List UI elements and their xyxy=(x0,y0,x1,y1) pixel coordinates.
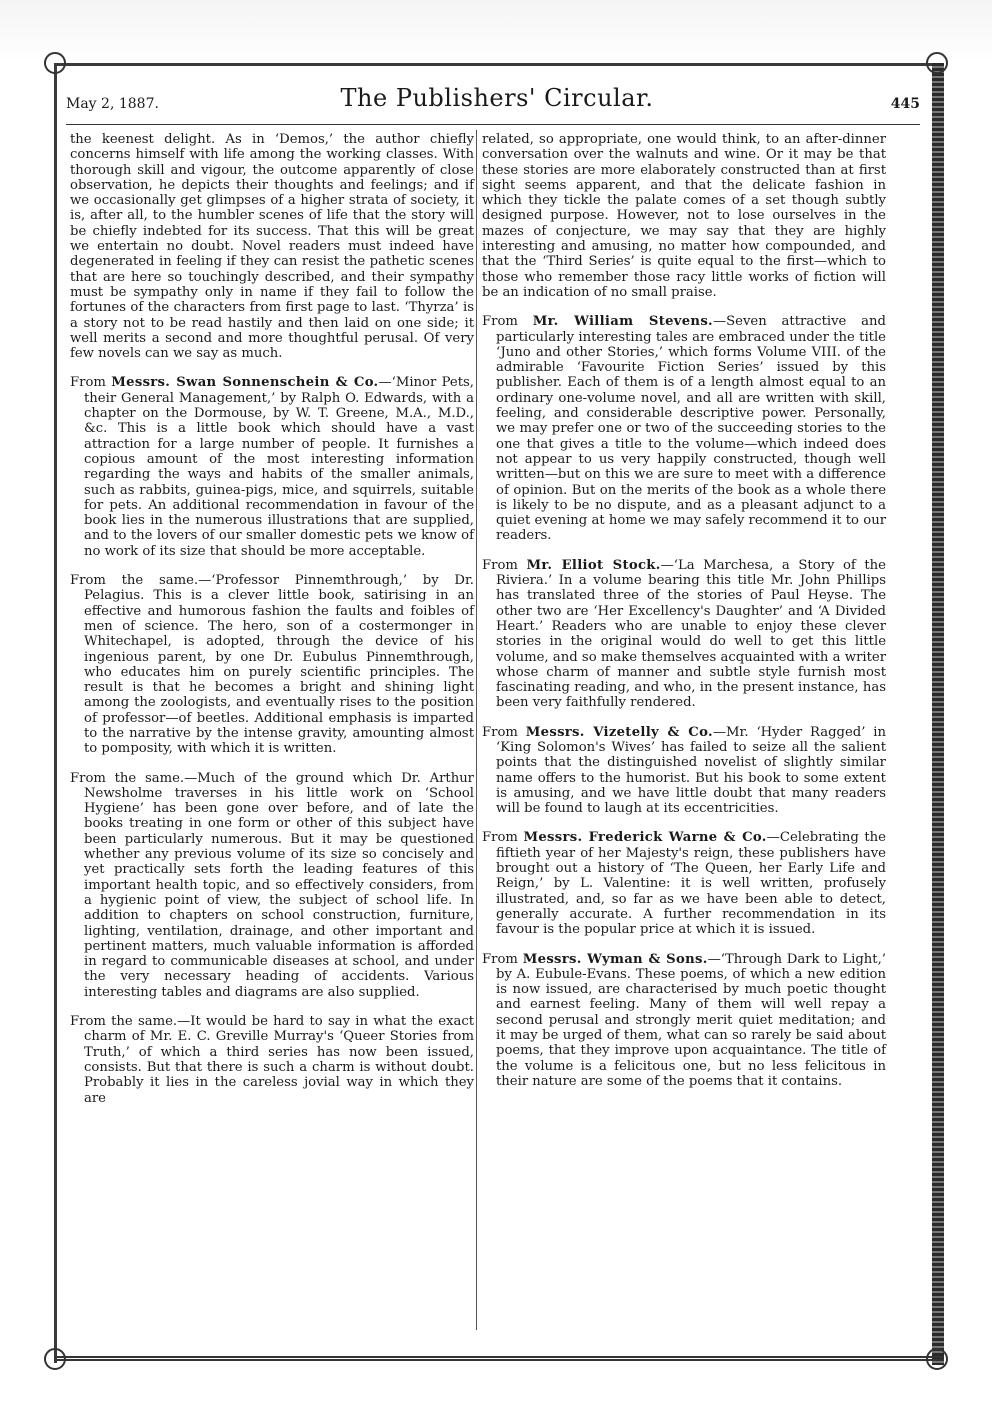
corner-ornament-bottom-right xyxy=(926,1348,948,1370)
publisher-name: Messrs. Wyman & Sons. xyxy=(522,951,708,967)
page-header xyxy=(66,70,928,118)
issue-date: May 2, 1887. xyxy=(66,96,159,112)
header-rule xyxy=(66,124,920,125)
review-paragraph: From the same.—It would be hard to say in what the exact charm of Mr. E. C. Greville Murray's ‘Queer Stories from Truth,’ of which a third series has now been issued, consists. But that there is such a charm is without doubt. Probably it lies in the careless jovial way in which they are xyxy=(70,1014,475,1106)
publisher-name: Messrs. Swan Sonnenschein & Co. xyxy=(111,375,379,391)
corner-ornament-bottom-left xyxy=(44,1348,66,1370)
page-number: 445 xyxy=(890,96,920,112)
publisher-name: Mr. Elliot Stock. xyxy=(526,557,661,573)
review-paragraph: related, so appropriate, one would think, to an after-dinner conversation over the walnuts and wine. Or it may be that these stories are more elaborately constructed than at first sight seems apparent, and that the delicate fashion in which they tickle the palate comes of a set though subtly designed purpose. However, not to lose ourselves in the mazes of conjecture, we may say that they are highly interesting and amusing, no matter how compounded, and that the ‘Third Series’ is quite equal to the first—which to those who remember those racy little works of fiction will be an indication of no small praise. xyxy=(482,132,886,300)
review-paragraph: From Mr. Elliot Stock.—‘La Marchesa, a Story of the Riviera.’ In a volume bearing this title Mr. John Phillips has translated three of the stories of Paul Heyse. The other two are ‘Her Excellency's Daughter’ and ‘A Divided Heart.’ Readers who are unable to enjoy these clever stories in the original would do well to get this little volume, and so make themselves acquainted with a writer whose charm of manner and subtle style furnish most fascinating reading, and who, in the present instance, has been very faithfully rendered. xyxy=(482,557,886,711)
review-paragraph: From the same.—‘Professor Pinnemthrough,’ by Dr. Pelagius. This is a clever little book, satirising in an effective and humorous fashion the faults and foibles of men of science. The hero, son of a costermonger in Whitechapel, is adopted, through the device of his ingenious parent, by one Dr. Eubulus Pinnemthrough, who educates him on purely scientific principles. The result is that he becomes a bright and shining light among the zoologists, and eventually rises to the position of professor—of beetles. Additional emphasis is imparted to the narrative by the intense gravity, amounting almost to pomposity, with which it is written. xyxy=(70,573,474,757)
frame-bottom-border xyxy=(54,1356,944,1361)
review-paragraph: From Messrs. Swan Sonnenschein & Co.—‘Minor Pets, their General Management,’ by Ralph O. Edwards, with a chapter on the Dormouse, by W. T. Greene, M.A., M.D., &c. This is a little book which should have a vast attraction for a large number of people. It furnishes a copious amount of the most interesting information regarding the ways and habits of the smaller animals, such as rabbits, guinea-pigs, mice, and squirrels, suitable for pets. An additional recommendation in favour of the book lies in the numerous illustrations that are supplied, and to the lovers of our smaller domestic pets we know of no work of its size that should be more acceptable. xyxy=(70,375,474,559)
corner-ornament-top-left xyxy=(44,52,66,74)
right-column xyxy=(482,132,886,1103)
publisher-name: Messrs. Frederick Warne & Co. xyxy=(523,830,767,846)
frame-right-border xyxy=(932,63,944,1365)
review-paragraph: From Messrs. Wyman & Sons.—‘Through Dark to Light,’ by A. Eubule-Evans. These poems, of which a new edition is now issued, are characterised by much poetic thought and earnest feeling. Many of them will well repay a second perusal and strongly merit quiet meditation; and it may be urged of them, what can so rarely be said about poems, that they improve upon acquaintance. The title of the volume is a felicitous one, but no less felicitous in their nature are some of the poems that it contains. xyxy=(482,951,886,1089)
review-paragraph: From Messrs. Frederick Warne & Co.—Celebrating the fiftieth year of her Majesty's reign, these publishers have brought out a history of ‘The Queen, her Early Life and Reign,’ by L. Valentine: it is well written, profusely illustrated, and, so far as we have been able to detect, generally accurate. A further recommendation in its favour is the popular price at which it is issued. xyxy=(482,830,886,938)
publisher-name: Messrs. Vizetelly & Co. xyxy=(525,724,713,740)
frame-top-border xyxy=(54,63,944,66)
review-paragraph: From the same.—Much of the ground which Dr. Arthur Newsholme traverses in his little work on ‘School Hygiene’ has been gone over before, and of late the books treating in one form or other of this subject have been particularly numerous. But it may be questioned whether any previous volume of its size so concisely and yet practically sets forth the leading features of this important health topic, and so effectively considers, from a hygienic point of view, the subject of school life. In addition to chapters on school construction, furniture, lighting, ventilation, drainage, and other important and pertinent matters, much valuable information is afforded in regard to communicable diseases at school, and under the very necessary heading of accidents. Various interesting tables and diagrams are also supplied. xyxy=(70,770,474,1000)
frame-left-border xyxy=(54,63,57,1363)
review-paragraph: From Messrs. Vizetelly & Co.—Mr. ‘Hyder Ragged’ in ‘King Solomon's Wives’ has failed to seize all the salient points that the distinguished novelist of slightly similar name offers to the humorist. But his book to some extent is amusing, and we have little doubt that many readers will be found to laugh at its eccentricities. xyxy=(482,724,886,817)
left-column xyxy=(70,132,474,1120)
scan-edge xyxy=(0,0,992,62)
column-divider xyxy=(476,130,477,1330)
publisher-name: Mr. William Stevens. xyxy=(532,314,713,330)
review-paragraph: the keenest delight. As in ‘Demos,’ the author chiefly concerns himself with life among the working classes. With thorough skill and vigour, the outcome apparently of close observation, he depicts their thoughts and feelings; and if we occasionally get glimpses of a higher strata of society, it is, after all, to the humbler scenes of life that the story will be chiefly indebted for its success. That this will be great we entertain no doubt. Novel readers must indeed have degenerated in feeling if they can resist the pathetic scenes that are here so touchingly described, and their sympathy must be sympathy only in name if they fail to follow the fortunes of the characters from first page to last. ‘Thyrza’ is a story not to be read hastily and then laid on one side; it well merits a second and more thoughtful perusal. Of very few novels can we say as much. xyxy=(70,132,474,362)
corner-ornament-top-right xyxy=(926,52,948,74)
review-paragraph: From Mr. William Stevens.—Seven attractive and particularly interesting tales are embraced under the title ‘Juno and other Stories,’ which forms Volume VIII. of the admirable ‘Favourite Fiction Series’ issued by this publisher. Each of them is of a length almost equal to an ordinary one-volume novel, and all are written with skill, feeling, and considerable descriptive power. Personally, we may prefer one or two of the succeeding stories to the one that gives a title to the volume—which indeed does not appear to us very happily constructed, though well written—but on this we are sure to meet with a difference of opinion. But on the merits of the book as a whole there is likely to be no dispute, and as a pleasant adjunct to a quiet evening at home we may safely recommend it to our readers. xyxy=(482,314,886,544)
page-title: The Publishers' Circular. xyxy=(340,84,654,112)
